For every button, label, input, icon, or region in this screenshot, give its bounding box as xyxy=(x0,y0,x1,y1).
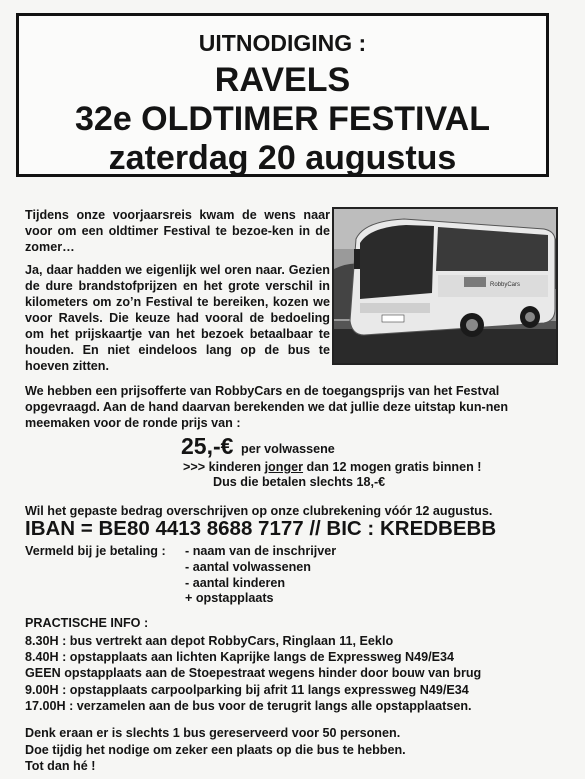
payment-reference-list xyxy=(185,544,336,607)
list-item: 9.00H : opstapplaats carpoolparking bij afrit 11 langs expressweg N49/E34 xyxy=(25,682,469,697)
iban-line: IBAN = BE80 4413 8688 7177 // BIC : KREDBEBB xyxy=(25,517,497,540)
offer-paragraph: We hebben een prijsofferte van RobbyCars en de toegangsprijs van het Festval opgevraagd. Aan de hand daarvan berekenden we dat jullie deze uitstap kun-nen meemaken voor de ronde prijs van : xyxy=(25,384,509,430)
practical-info-list xyxy=(25,633,481,714)
list-item: 17.00H : verzamelen aan de bus voor de terugrit langs alle opstapplaatsen. xyxy=(25,698,472,713)
event-date: zaterdag 20 augustus xyxy=(108,139,457,177)
list-item: - naam van de inschrijver xyxy=(185,544,337,558)
payment-reference-label: Vermeld bij je betaling : xyxy=(25,544,166,558)
list-item: 8.30H : bus vertrekt aan depot RobbyCars, Ringlaan 11, Eeklo xyxy=(25,634,394,648)
price-unit: per volwassene xyxy=(241,442,335,456)
list-item: - aantal kinderen xyxy=(185,575,286,590)
closing-notes xyxy=(25,725,406,775)
invitation-label: UITNODIGING : xyxy=(198,30,367,56)
bus-photo xyxy=(332,207,558,365)
list-item: Tot dan hé ! xyxy=(25,759,96,773)
kids-note: >>> kinderen jonger dan 12 mogen gratis binnen ! xyxy=(183,460,482,474)
list-item: + opstapplaats xyxy=(185,591,274,606)
intro-paragraph-2: Ja, daar hadden we eigenlijk wel oren naar. Gezien de dure brandstofprijzen en het grote verschil in kilometers om zo’n Festival te bereiken, kozen we voor Ravels. Die keuze had vooral de bedoeling om het prijskaartje van het bezoek betaalbaar te houden. En niet eindeloos lang op de bus te hoeven zitten. xyxy=(25,263,330,373)
adult-price: 25,-€ xyxy=(181,433,234,459)
list-item: - aantal volwassenen xyxy=(185,559,311,574)
title-box xyxy=(16,13,549,177)
transfer-instruction: Wil het gepaste bedrag overschrijven op onze clubrekening vóór 12 augustus. xyxy=(25,504,493,518)
kids-price: Dus die betalen slechts 18,-€ xyxy=(213,475,386,489)
bus-logo-text: RobbyCars xyxy=(490,282,521,288)
list-item: Doe tijdig het nodige om zeker een plaats op die bus te hebben. xyxy=(25,742,406,757)
list-item: Denk eraan er is slechts 1 bus gereserveerd voor 50 personen. xyxy=(25,726,401,740)
festival-title: 32e OLDTIMER FESTIVAL xyxy=(75,100,490,138)
bus-image xyxy=(334,209,556,363)
intro-paragraph-1: Tijdens onze voorjaarsreis kwam de wens naar voor om een oldtimer Festival te bezoe-ken in de zomer… xyxy=(25,208,330,254)
list-item: GEEN opstapplaats aan de Stoepestraat wegens hinder door bouw van brug xyxy=(25,666,482,681)
kids-underlined: jonger xyxy=(264,460,304,474)
list-item: 8.40H : opstapplaats aan lichten Kaprijke langs de Expressweg N49/E34 xyxy=(25,650,455,665)
location-title: RAVELS xyxy=(214,61,351,99)
practical-info-title: PRACTISCHE INFO : xyxy=(25,616,149,630)
